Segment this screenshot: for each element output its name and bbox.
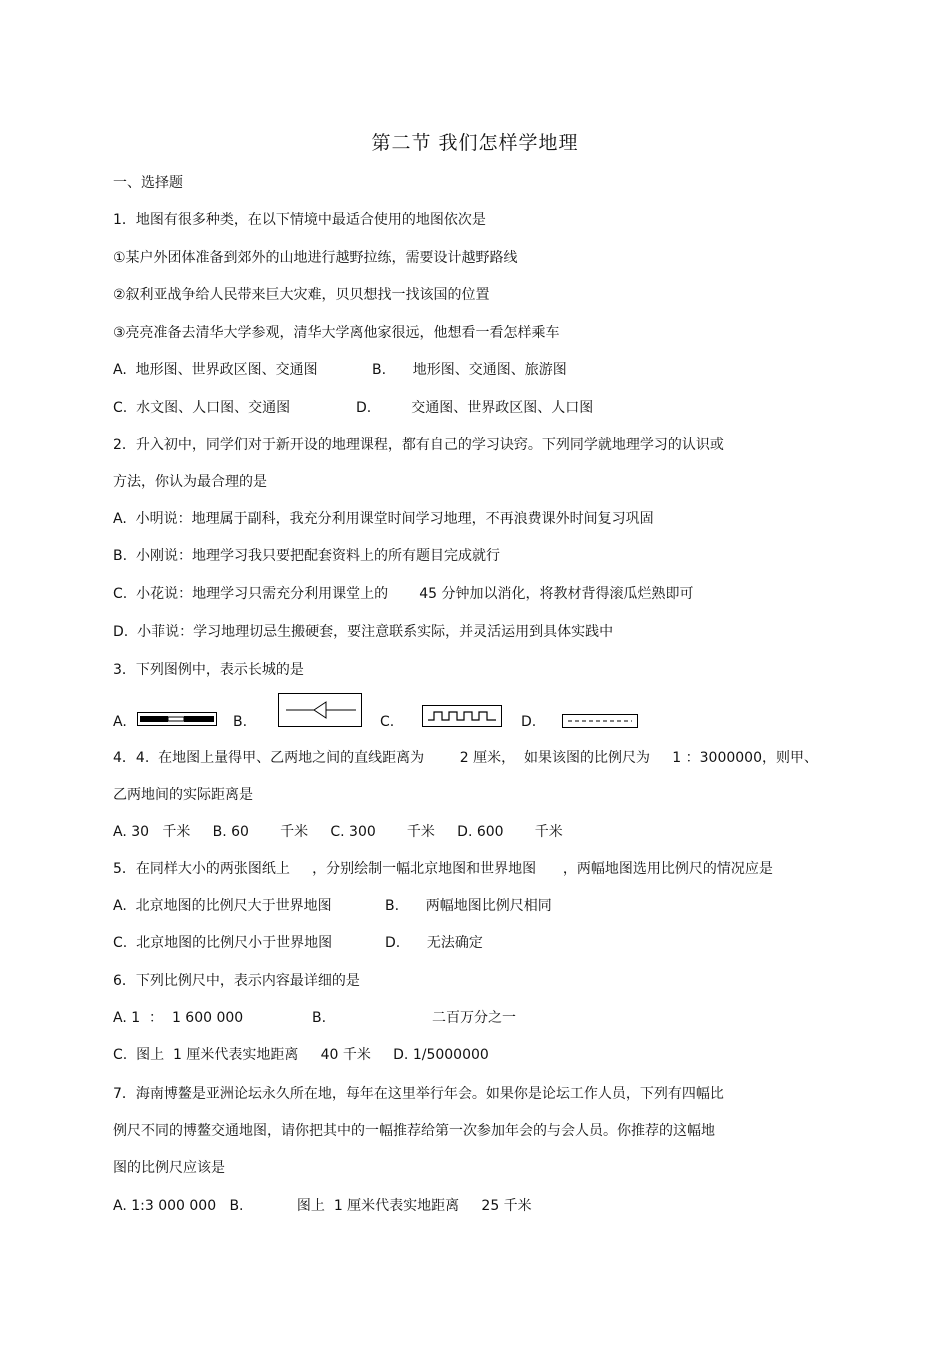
question-2-stem-line-1: 2．升入初中，同学们对于新开设的地理课程，都有自己的学习诀窍。下列同学就地理学习的认识或 — [113, 437, 724, 453]
question-3-option-a-label: A. — [113, 714, 127, 730]
question-2-option-c: C. 小花说：地理学习只需充分利用课堂上的 45 分钟加以消化，将教材背得滚瓜烂熟即可 — [113, 586, 694, 602]
question-1-option-c: C. 水文图、人口图、交通图 — [113, 400, 291, 416]
question-1-scenario-1: ①某户外团体准备到郊外的山地进行越野拉练，需要设计越野路线 — [113, 250, 518, 266]
legend-symbol-c — [422, 705, 502, 727]
question-5-option-c: C. 北京地图的比例尺小于世界地图 — [113, 935, 333, 951]
question-4-options: A. 30 千米 B. 60 千米 C. 300 千米 D. 600 千米 — [113, 824, 563, 840]
question-6-option-a: A. 1 ： 1 600 000 — [113, 1010, 244, 1026]
question-2-stem-line-2: 方法，你认为最合理的是 — [113, 474, 267, 490]
question-3-option-b-label: B. — [233, 714, 248, 730]
question-1-option-a: A. 地形图、世界政区图、交通图 — [113, 362, 318, 378]
question-1-scenario-3: ③亮亮准备去清华大学参观，清华大学离他家很远，他想看一看怎样乘车 — [113, 325, 560, 341]
question-6-option-b-label: B. — [312, 1010, 327, 1026]
question-1-option-b: B. 地形图、交通图、旅游图 — [372, 362, 567, 378]
question-7-stem-line-3: 图的比例尺应该是 — [113, 1160, 225, 1176]
question-3-stem: 3．下列图例中，表示长城的是 — [113, 662, 304, 678]
question-1-scenario-2: ②叙利亚战争给人民带来巨大灾难，贝贝想找一找该国的位置 — [113, 287, 490, 303]
question-7-options-a-b: A. 1:3 000 000 B. 图上 1 厘米代表实地距离 25 千米 — [113, 1198, 532, 1214]
question-5-option-b: B. 两幅地图比例尺相同 — [385, 898, 552, 914]
question-4-stem-line-2: 乙两地间的实际距离是 — [113, 787, 253, 803]
question-5-option-a: A. 北京地图的比例尺大于世界地图 — [113, 898, 332, 914]
question-2-option-b: B. 小刚说：地理学习我只要把配套资料上的所有题目完成就行 — [113, 548, 500, 564]
question-6-stem: 6．下列比例尺中，表示内容最详细的是 — [113, 973, 360, 989]
question-1-option-d: D. 交通图、世界政区图、人口图 — [356, 400, 594, 416]
question-7-stem-line-2: 例尺不同的博鳌交通地图，请你把其中的一幅推荐给第一次参加年会的与会人员。你推荐的这幅地 — [113, 1123, 715, 1139]
question-5-option-d: D. 无法确定 — [385, 935, 483, 951]
question-2-option-a: A. 小明说：地理属于副科，我充分利用课堂时间学习地理，不再浪费课外时间复习巩固 — [113, 511, 654, 527]
page-title: 第二节 我们怎样学地理 — [371, 132, 579, 154]
question-1-stem: 1．地图有很多种类，在以下情境中最适合使用的地图依次是 — [113, 212, 486, 228]
question-5-stem: 5．在同样大小的两张图纸上 ，分别绘制一幅北京地图和世界地图 ，两幅地图选用比例尺的情况应是 — [113, 861, 773, 877]
section-heading: 一、选择题 — [113, 175, 183, 191]
question-7-stem-line-1: 7．海南博鳌是亚洲论坛永久所在地，每年在这里举行年会。如果你是论坛工作人员，下列有四幅比 — [113, 1086, 724, 1102]
question-2-option-d: D. 小菲说：学习地理切忌生搬硬套，要注意联系实际，并灵活运用到具体实践中 — [113, 624, 614, 640]
question-3-option-d-label: D. — [521, 714, 537, 730]
legend-symbol-b — [278, 693, 362, 727]
legend-symbol-a — [137, 712, 217, 726]
question-6-options-c-d: C. 图上 1 厘米代表实地距离 40 千米 D. 1/5000000 — [113, 1047, 489, 1063]
question-6-option-b-text: 二百万分之一 — [432, 1010, 516, 1026]
question-3-option-c-label: C. — [380, 714, 395, 730]
question-4-stem-line-1: 4．4. 在地图上量得甲、乙两地之间的直线距离为 2 厘米， 如果该图的比例尺为 1 ：3000000，则甲、 — [113, 750, 818, 766]
legend-symbol-d — [562, 714, 638, 728]
